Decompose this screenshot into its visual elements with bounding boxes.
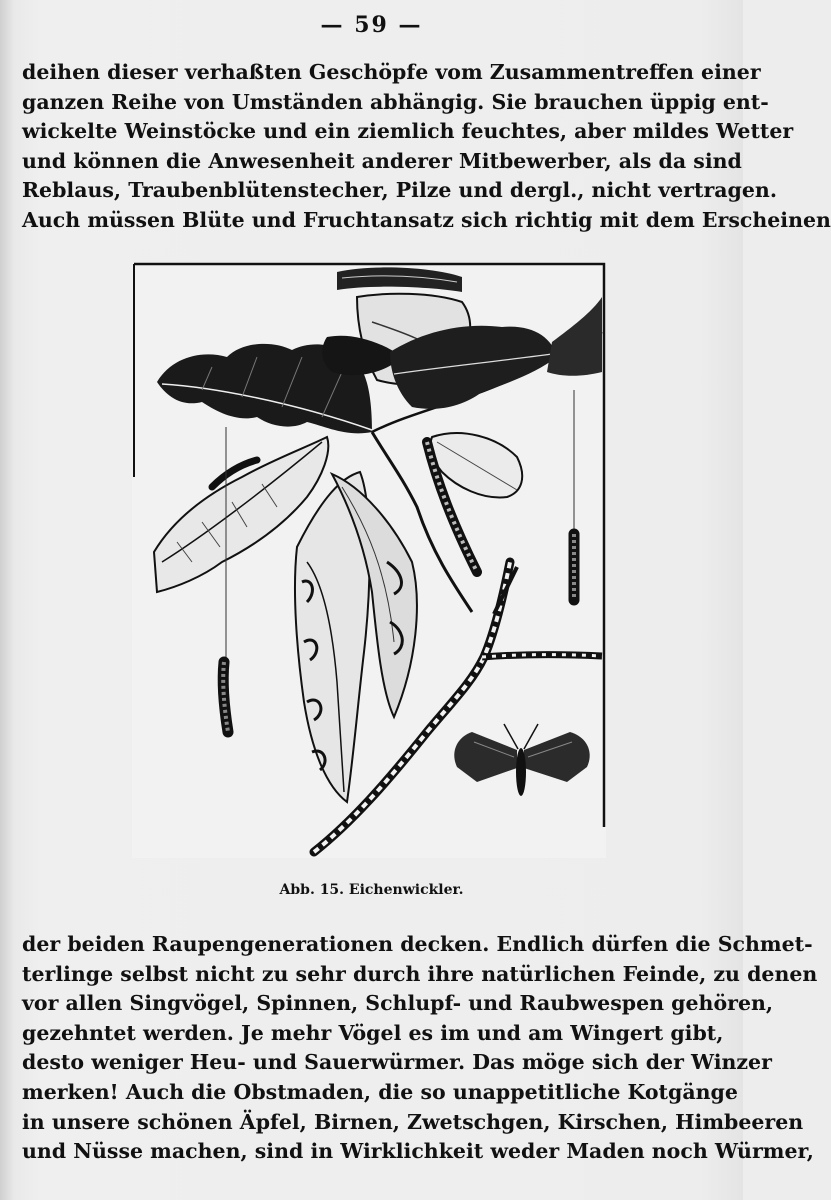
text-line: desto weniger Heu- und Sauerwürmer. Das möge sich der Winzer bbox=[22, 1050, 772, 1075]
paragraph-bottom bbox=[22, 930, 818, 1167]
text-line: in unsere schönen Äpfel, Birnen, Zwetschgen, Kirschen, Himbeeren bbox=[22, 1109, 804, 1134]
text-line: gezehntet werden. Je mehr Vögel es im und am Wingert gibt, bbox=[22, 1020, 724, 1045]
text-line: und Nüsse machen, sind in Wirklichkeit weder Maden noch Würmer, bbox=[22, 1139, 814, 1164]
text-line: ganzen Reihe von Umständen abhängig. Sie brauchen üppig ent- bbox=[22, 89, 769, 114]
oak-leaf-roller-illustration bbox=[132, 262, 606, 858]
text-line: terlinge selbst nicht zu sehr durch ihre natürlichen Feinde, zu denen bbox=[22, 961, 818, 986]
text-line: wickelte Weinstöcke und ein ziemlich feuchtes, aber mildes Wetter bbox=[22, 119, 794, 144]
figure-caption: Abb. 15. Eichenwickler. bbox=[279, 882, 464, 898]
text-line: deihen dieser verhaßten Geschöpfe vom Zusammentreffen einer bbox=[22, 60, 761, 84]
text-line: merken! Auch die Obstmaden, die so unappetitliche Kotgänge bbox=[22, 1079, 738, 1104]
text-line: vor allen Singvögel, Spinnen, Schlupf- und Raubwespen gehören, bbox=[22, 991, 774, 1016]
page-number: — 59 — bbox=[320, 12, 423, 38]
text-line: der beiden Raupengenerationen decken. Endlich dürfen die Schmet- bbox=[22, 932, 813, 956]
text-line: Reblaus, Traubenblütenstecher, Pilze und dergl., nicht vertragen. bbox=[22, 178, 777, 203]
paragraph-top bbox=[22, 58, 831, 236]
text-line: und können die Anwesenheit anderer Mitbewerber, als da sind bbox=[22, 148, 742, 173]
text-line: Auch müssen Blüte und Fruchtansatz sich richtig mit dem Erscheinen bbox=[22, 207, 831, 232]
